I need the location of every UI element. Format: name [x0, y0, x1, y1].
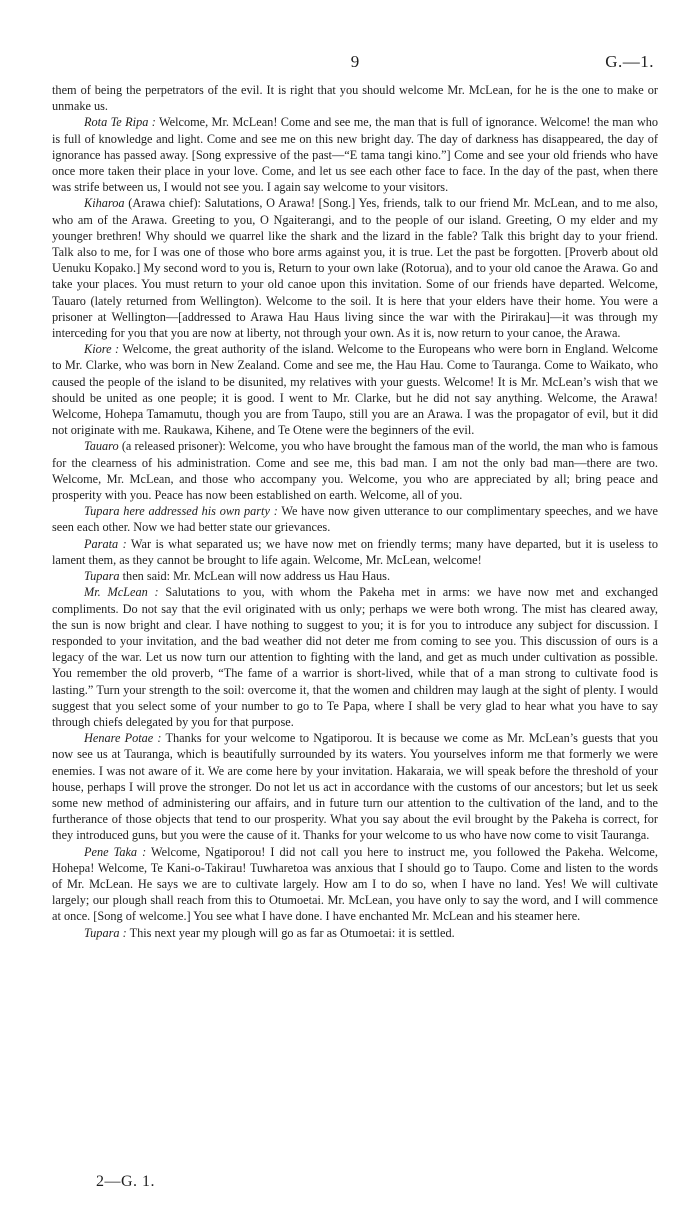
paragraph — [52, 82, 658, 114]
paragraph-text: Welcome, Ngatiporou! I did not call you here to instruct me, you followed the Pakeha. Welcome, Hohepa! Welcome, Te Kani-o-Takirau! Tuwharetoa was anxious that I should go to Taupo. Come and listen to the words of Mr. McLean. He says we are to cultivate largely. How am I to do so, when I have no land. Yes! We will cultivate largely; our plough shall reach from this to Otumoetai. Mr. McLean, you have only to say the word, and I will commence at once. [Song of welcome.] You see what I have done. I have enchanted Mr. McLean and his steamer here. — [52, 844, 658, 924]
paragraph — [52, 568, 658, 584]
speaker-name: Tupara : — [84, 925, 127, 940]
footer-signature: 2—G. 1. — [96, 1173, 156, 1190]
paragraph — [52, 438, 658, 503]
speaker-name: Tupara — [84, 569, 120, 584]
paragraph-text: Welcome, the great authority of the island. Welcome to the Europeans who were born in England. Welcome to Mr. Clarke, who was born in New Zealand. Come and see me, the Hau Hau. Come to Tauranga. Come to Waikato, who caused the people of the island to be disunited, my relatives with your guests. Welcome! It is Mr. McLean’s wish that we should be united as one people; it is good. I went to Mr. Clarke, but he did not say anything. Welcome, the Arawa! Welcome, Hohepa Tamamutu, though you are from Taupo, still you are an Arawa. I was the propagator of evil, but it did not originate with me. Raukawa, Kihene, and Te Otene were the beginners of the evil. — [52, 342, 658, 438]
speaker-name: Pene Taka : — [84, 844, 147, 859]
speaker-name: Rota Te Ripa : — [84, 115, 156, 130]
paragraph — [52, 114, 658, 195]
speaker-name: Tupara here addressed his own party : — [84, 504, 278, 519]
document-body — [52, 82, 658, 941]
paragraph-text: (a released prisoner): Welcome, you who have brought the famous man of the world, the man who is famous for the clearness of his administration. Come and see me, this bad man. I am not the only bad man—there are two. Welcome, Mr. McLean, and those who accompany you. Welcome, you who are appreciated by all; bring peace and prosperity with you. Peace has now been established on earth. Welcome, all of you. — [52, 439, 658, 503]
paragraph — [52, 925, 658, 941]
paragraph-text: (Arawa chief): Salutations, O Arawa! [Song.] Yes, friends, talk to our friend Mr. McLean, and to me also, who am of the Arawa. Greeting to you, O Ngaiterangi, and to the people of our island. Greeting, O my elder and my younger brethren! Why should we quarrel like the shark and the lizard in the fable? Talk this bright day to your friend. Talk also to me, for I was one of those who bore arms against you, it is true. Let the past be forgotten. [Proverb about old Uenuku Kopako.] My second word to you is, Return to your own lake (Rotorua), and to your old canoe the Arawa. Go and take your places. You must return to your old canoe upon this invitation. Some of our friends have departed. Welcome, Tauaro (lately returned from Wellington). Welcome to the soil. It is here that your elders have their home. You were a prisoner at Wellington—[addressed to Arawa Hau Haus living since the war with the Pirirakau]—it was through my interceding for you that you are now at liberty, not through your own. As it is, now return to your canoe, the Arawa. — [52, 196, 658, 341]
paragraph — [52, 730, 658, 843]
paragraph-text: We have now given utterance to our complimentary speeches, and we have seen each other. Now we had better state our grievances. — [52, 504, 658, 535]
speaker-name: Parata : — [84, 536, 127, 551]
paragraph — [52, 503, 658, 535]
speaker-name: Tauaro — [84, 439, 119, 454]
paragraph — [52, 341, 658, 438]
paragraph — [52, 195, 658, 341]
document-reference: G.—1. — [605, 52, 654, 71]
speaker-name: Kiharoa — [84, 196, 125, 211]
speaker-name: Henare Potae : — [84, 731, 162, 746]
speaker-name: Kiore : — [84, 342, 120, 357]
paragraph-text: them of being the perpetrators of the evil. It is right that you should welcome Mr. McLean, for he is the one to make or unmake us. — [52, 83, 658, 114]
paragraph — [52, 844, 658, 925]
paragraph-text: Thanks for your welcome to Ngatiporou. It is because we come as Mr. McLean’s guests that you now see us at Tauranga, which is beautifully surrounded by its waters. You yourselves inform me that formerly we were enemies. I was not aware of it. We are come here by your invitation. Hakaraia, we will speak before the threshold of your house, perhaps I will prove the stronger. Do not let us act in accordance with the customs of our ancestors; but let us seek some new method of administering our affairs, and in future turn our attention to the cultivation of the land, and to the furtherance of those objects that tend to our prosperity. What you say about the evil brought by the Pakeha is correct, for they introduced guns, but you were the cause of it. Thanks for your welcome to us who have now come to visit Tauranga. — [52, 731, 658, 843]
paragraph-text: War is what separated us; we have now met on friendly terms; many have departed, but it is useless to lament them, as they cannot be brought to life again. Welcome, Mr. McLean, welcome! — [52, 536, 659, 567]
paragraph-text: This next year my plough will go as far as Otumoetai: it is settled. — [129, 925, 455, 940]
paragraph — [52, 584, 658, 730]
paragraph-text: Welcome, Mr. McLean! Come and see me, the man that is full of ignorance. Welcome! the man who is full of knowledge and light. Come and see me on this new bright day. The day of darkness has disappeared, the day of ignorance has passed away. [Song expressive of the past—“E tama tangi kino.”] Come and see your old friends who have once more taken their place in your love. Come, and let us see each other face to face. In the day of the past, when there was strife between us, I would not see you. I again say welcome to your visitors. — [52, 115, 658, 195]
paragraph-text: then said: Mr. McLean will now address us Hau Haus. — [122, 569, 391, 584]
page-number: 9 — [350, 52, 360, 71]
paragraph-text: Salutations to you, with whom the Pakeha met in arms: we have now met and exchanged compliments. Do not say that the evil originated with us only; perhaps we were both wrong. The mist has cleared away, the sun is now bright and clear. I have nothing to suggest to you; it is for you to introduce any subject for discussion. I responded to your invitation, and the bad weather did not deter me from coming to see you. This discussion of ours is a legacy of the war. Let us now turn our attention to fighting with the land, and get as much under cultivation as possible. You remember the old proverb, “The fame of a warrior is short-lived, while that of a man strong to cultivate food is lasting.” Turn your strength to the soil: overcome it, that the women and children may laugh at the sight of plenty. I would suggest that you select some of your number to go to Te Papa, where I shall be very glad to hear what you have to say through chiefs delegated by you for that purpose. — [52, 585, 658, 729]
speaker-name: Mr. McLean : — [84, 585, 159, 600]
paragraph — [52, 536, 658, 568]
